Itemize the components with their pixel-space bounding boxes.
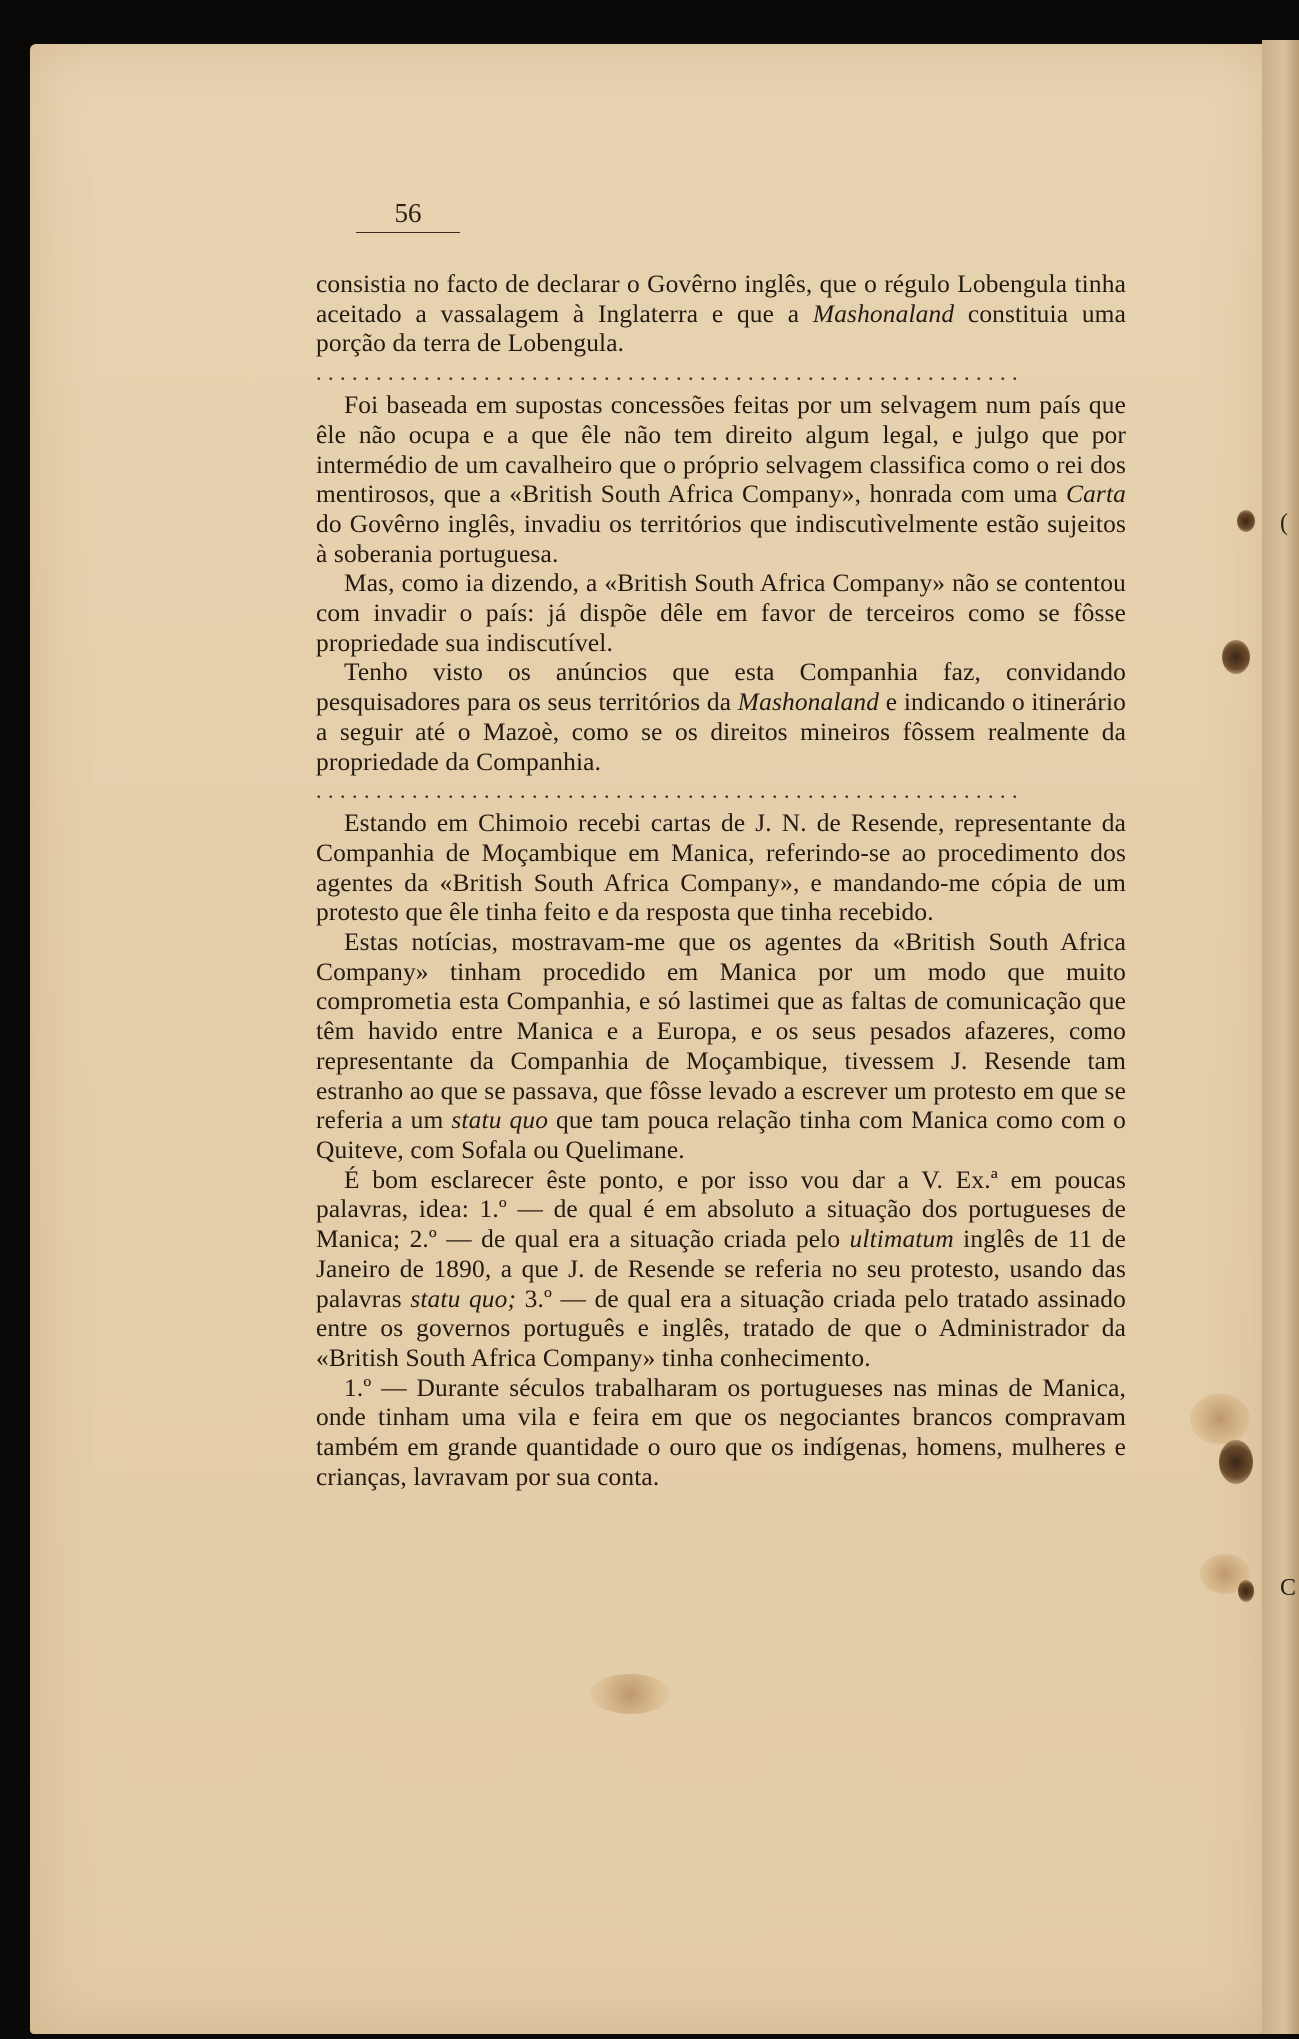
binding-hole — [1238, 1580, 1254, 1602]
paper-stain — [1190, 1394, 1250, 1444]
paragraph: Estas notícias, mostravam-me que os agentes da «British South Africa Company» tinham procedido em Manica por um modo que muito comprometia esta Companhia, e só lastimei que as faltas de comunicação que têm havido entre Manica e a Europa, e os seus pesados afazeres, como representante da Companhia de Moçambique, tivessem J. Resende tam estranho ao que se passava, que fôsse levado a escrever um protesto em que se referia a um statu quo que tam pouca relação tinha com Manica como com o Quiteve, com Sofala ou Quelimane. — [316, 928, 1126, 1164]
paragraph: consistia no facto de declarar o Govêrno inglês, que o régulo Lobengula tinha aceitado a vassalagem à Inglaterra e que a Mashonaland constituia uma porção da terra de Lobengula. — [316, 270, 1126, 358]
italic-term: Mashonaland — [812, 299, 955, 328]
paragraph: 1.º — Durante séculos trabalharam os portugueses nas minas de Manica, onde tinham uma vila e feira em que os negociantes brancos compravam também em grande quantidade o ouro que os indígenas, homens, mulheres e crianças, lavravam por sua conta. — [316, 1373, 1126, 1491]
edge-text-fragment: C — [1280, 1575, 1297, 1601]
binding-hole — [1237, 510, 1255, 532]
paragraph: Tenho visto os anúncios que esta Companhia faz, convidando pesquisadores para os seus territórios da Mashonaland e indicando o itinerário a seguir até o Mazoè, como se os direitos mineiros fôssem realmente da propriedade da Companhia. — [316, 658, 1126, 776]
ellipsis-separator: ........................................................... — [316, 361, 1024, 386]
italic-term: ultimatum — [849, 1225, 954, 1254]
edge-text-fragment: ( — [1280, 510, 1288, 536]
paragraph: É bom esclarecer êste ponto, e por isso vou dar a V. Ex.ª em poucas palavras, idea: 1.º — de qual é em absoluto a situação dos portugueses de Manica; 2.º — de qual era a situação criada pelo ultimatum inglês de 11 de Janeiro de 1890, a que J. de Resende se referia no seu protesto, usando das palavras statu quo; 3.º — de qual era a situação criada pelo tratado assinado entre os governos português e inglês, tratado de que o Administrador da «British South Africa Company» tinha conhecimento. — [316, 1165, 1126, 1372]
italic-term: Mashonaland — [737, 688, 880, 717]
italic-term: Carta — [1065, 480, 1126, 509]
binding-hole — [1222, 640, 1250, 674]
paragraph: Mas, como ia dizendo, a «British South Africa Company» não se contentou com invadir o país: já dispõe dêle em favor de terceiros como se fôsse propriedade sua indiscutível. — [316, 569, 1126, 657]
paragraph: Estando em Chimoio recebi cartas de J. N. de Resende, representante da Companhia de Moçambique em Manica, referindo-se ao procedimento dos agentes da «British South Africa Company», e mandando-me cópia de um protesto que êle tinha feito e da resposta que tinha recebido. — [316, 809, 1126, 927]
italic-term: statu quo; — [410, 1284, 517, 1313]
ellipsis-separator: ........................................................... — [316, 779, 1024, 804]
paragraph: Foi baseada em supostas concessões feitas por um selvagem num país que êle não ocupa e a que êle não tem direito algum legal, e julgo que por intermédio de um cavalheiro que o próprio selvagem classifica como o rei dos mentirosos, que a «British South Africa Company», honrada com uma Carta do Govêrno inglês, invadiu os territórios que indiscutìvelmente estão sujeitos à soberania portuguesa. — [316, 391, 1126, 568]
binding-hole — [1219, 1440, 1253, 1484]
page-number: 56 — [356, 198, 460, 233]
paper-stain — [590, 1674, 670, 1714]
adjacent-page-edge — [1262, 40, 1299, 2034]
body-text — [316, 270, 1126, 1492]
italic-term: statu quo — [451, 1106, 549, 1135]
